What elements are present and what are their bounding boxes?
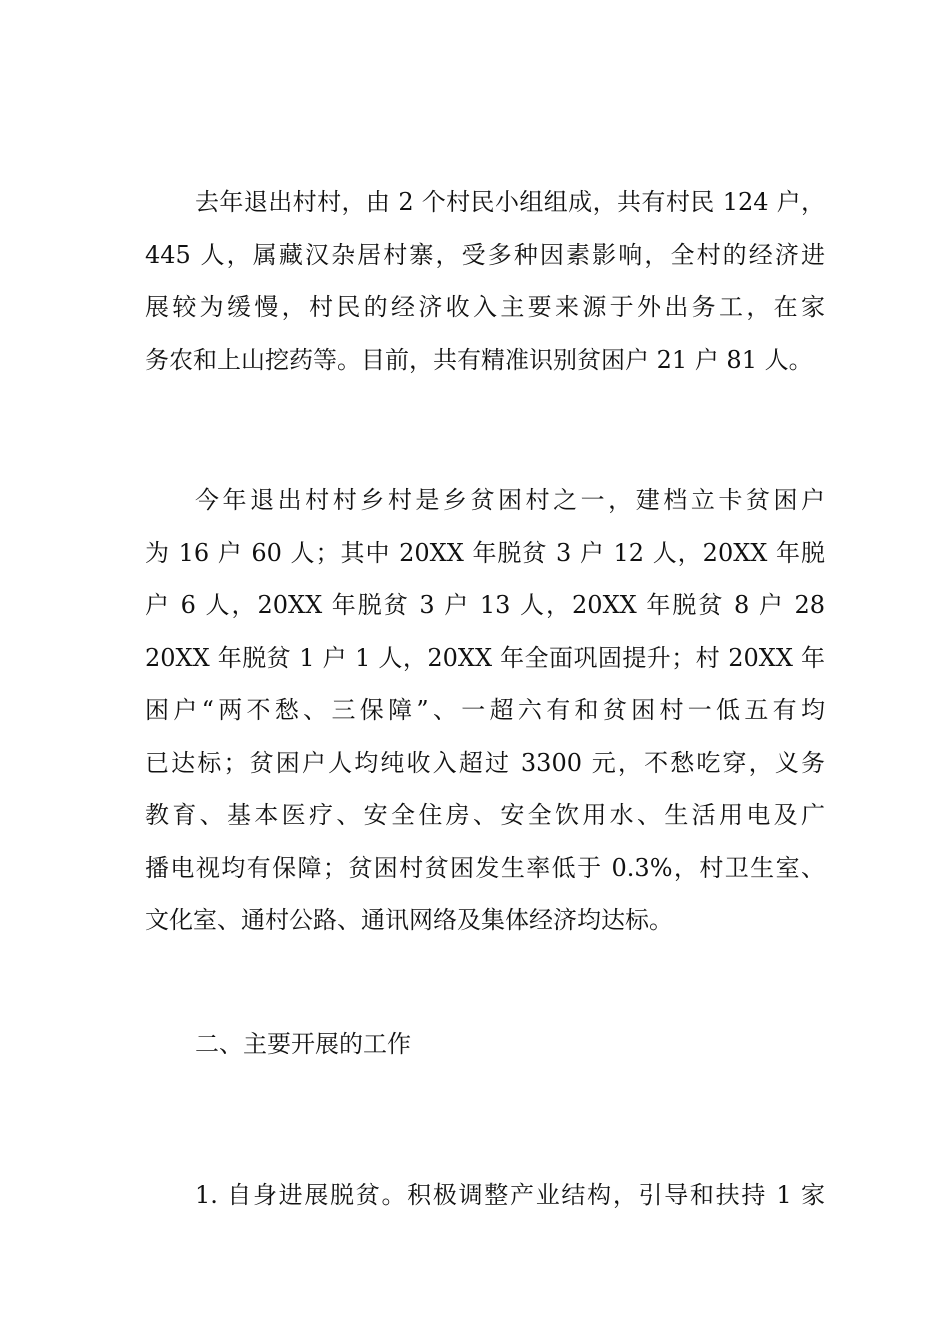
text-line: 445 人，属藏汉杂居村寨，受多种因素影响，全村的经济进 (145, 240, 825, 269)
heading-text: 二、主要开展的工作 (195, 1030, 411, 1058)
text-line: 展较为缓慢，村民的经济收入主要来源于外出务工，在家 (145, 293, 825, 321)
text-line: 务农和上山挖药等。目前，共有精准识别贫困户 21 户 81 人。 (145, 345, 813, 374)
text-line: 已达标；贫困户人均纯收入超过 3300 元，不愁吃穿，义务 (145, 748, 825, 777)
paragraph-work-item-1 (145, 1169, 825, 1222)
paragraph-poverty-status (145, 474, 825, 947)
text-line: 1. 自身进展脱贫。积极调整产业结构，引导和扶持 1 家 (195, 1181, 825, 1209)
text-line: 文化室、通村公路、通讯网络及集体经济均达标。 (145, 906, 673, 934)
text-line: 困户“两不愁、三保障”、一超六有和贫困村一低五有均 (145, 696, 825, 724)
text-line: 去年退出村村，由 2 个村民小组组成，共有村民 124 户， (195, 188, 825, 216)
text-line: 户 6 人，20XX 年脱贫 3 户 13 人，20XX 年脱贫 8 户 28 (145, 591, 825, 619)
text-line: 20XX 年脱贫 1 户 1 人，20XX 年全面巩固提升；村 20XX 年 (145, 643, 825, 672)
text-line: 今年退出村村乡村是乡贫困村之一，建档立卡贫困户 (195, 486, 825, 514)
text-line: 为 16 户 60 人；其中 20XX 年脱贫 3 户 12 人，20XX 年脱 (145, 538, 825, 567)
text-line: 教育、基本医疗、安全住房、安全饮用水、生活用电及广 (145, 801, 825, 829)
paragraph-village-overview (145, 176, 825, 386)
section-heading (145, 1018, 825, 1071)
text-line: 播电视均有保障；贫困村贫困发生率低于 0.3%，村卫生室、 (145, 853, 825, 882)
